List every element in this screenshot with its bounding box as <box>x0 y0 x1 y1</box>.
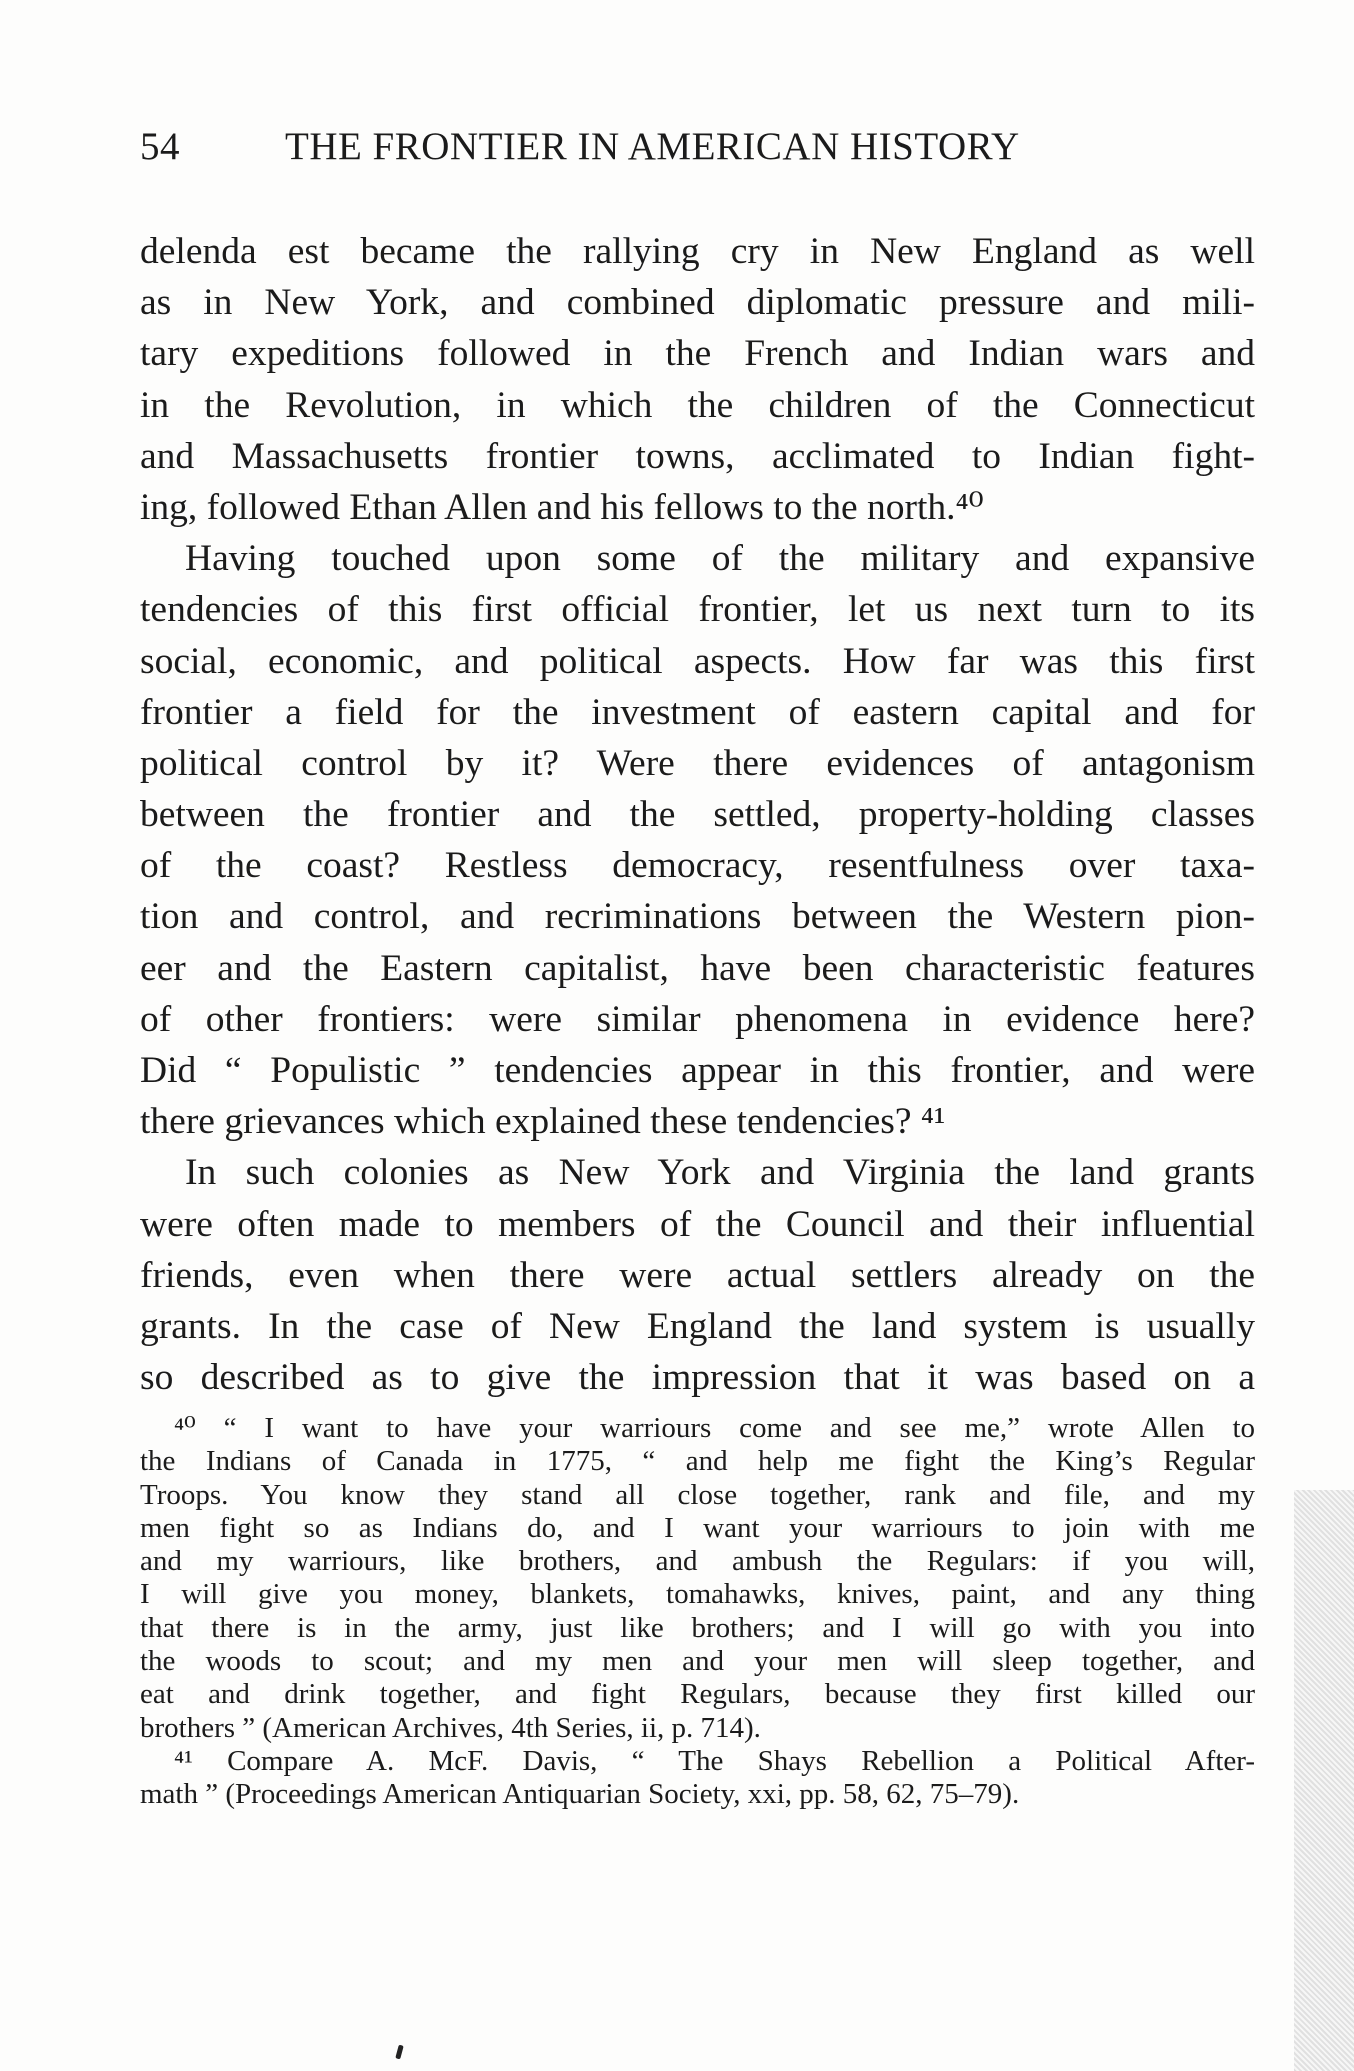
body-line: In such colonies as New York and Virginia the land grants <box>185 1152 1255 1194</box>
page-number: 54 <box>140 125 180 168</box>
body-line: of other frontiers: were similar phenomena in evidence here? <box>140 998 1255 1040</box>
body-line: between the frontier and the settled, property-holding classes <box>140 794 1255 836</box>
footnote-line: the Indians of Canada in 1775, “ and help me fight the King’s Regular <box>140 1445 1255 1478</box>
footnote-line: I will give you money, blankets, tomahawks, knives, paint, and any thing <box>140 1578 1255 1611</box>
body-line: social, economic, and political aspects. How far was this first <box>140 640 1255 682</box>
body-line: delenda est became the rallying cry in New England as well <box>140 231 1255 272</box>
footnote-line: men fight so as Indians do, and I want your warriours to join with me <box>140 1511 1255 1544</box>
body-text <box>140 226 1255 1403</box>
body-line: so described as to give the impression that it was based on a <box>140 1357 1255 1399</box>
body-line: as in New York, and combined diplomatic pressure and mili- <box>140 282 1255 324</box>
body-line: in the Revolution, in which the children of the Connecticut <box>140 384 1255 426</box>
footnote-line: the woods to scout; and my men and your men will sleep together, and <box>140 1645 1255 1678</box>
running-header <box>140 124 1260 184</box>
body-line: friends, even when there were actual settlers already on the <box>140 1254 1255 1296</box>
scan-edge-texture <box>1294 1490 1354 2071</box>
footnote-line: ⁴¹ Compare A. McF. Davis, “ The Shays Rebellion a Political After- <box>174 1744 1255 1777</box>
body-line: and Massachusetts frontier towns, acclimated to Indian fight- <box>140 435 1255 477</box>
body-line: grants. In the case of New England the land system is usually <box>140 1305 1255 1347</box>
body-line: Did “ Populistic ” tendencies appear in this frontier, and were <box>140 1050 1255 1091</box>
footnote-line: ⁴⁰ “ I want to have your warriours come and see me,” wrote Allen to <box>174 1412 1255 1444</box>
body-line: Having touched upon some of the military and expansive <box>185 538 1255 580</box>
body-line: political control by it? Were there evidences of antagonism <box>140 742 1255 784</box>
footnote-line: Troops. You know they stand all close together, rank and file, and my <box>140 1478 1255 1511</box>
footnotes <box>140 1412 1255 1812</box>
footnote-line: and my warriours, like brothers, and ambush the Regulars: if you will, <box>140 1545 1255 1578</box>
body-line: tary expeditions followed in the French and Indian wars and <box>140 333 1255 375</box>
footnote-line: that there is in the army, just like brothers; and I will go with you into <box>140 1611 1255 1644</box>
body-line: eer and the Eastern capitalist, have been characteristic features <box>140 947 1255 989</box>
footnote-line: eat and drink together, and fight Regulars, because they first killed our <box>140 1678 1255 1711</box>
ink-speck <box>395 2045 403 2060</box>
body-line: of the coast? Restless democracy, resentfulness over taxa- <box>140 845 1255 887</box>
running-title: THE FRONTIER IN AMERICAN HISTORY <box>285 125 1020 168</box>
body-line: frontier a field for the investment of eastern capital and for <box>140 691 1255 733</box>
body-line: there grievances which explained these tendencies? ⁴¹ <box>140 1101 946 1143</box>
body-line: were often made to members of the Council and their influential <box>140 1203 1255 1245</box>
body-line: tion and control, and recriminations between the Western pion- <box>140 896 1255 938</box>
body-line: tendencies of this first official frontier, let us next turn to its <box>140 589 1255 631</box>
footnote-line: brothers ” (American Archives, 4th Series, ii, p. 714). <box>140 1711 761 1744</box>
footnote-line: math ” (Proceedings American Antiquarian Society, xxi, pp. 58, 62, 75–79). <box>140 1778 1020 1811</box>
body-line: ing, followed Ethan Allen and his fellows to the north.⁴⁰ <box>140 486 984 528</box>
